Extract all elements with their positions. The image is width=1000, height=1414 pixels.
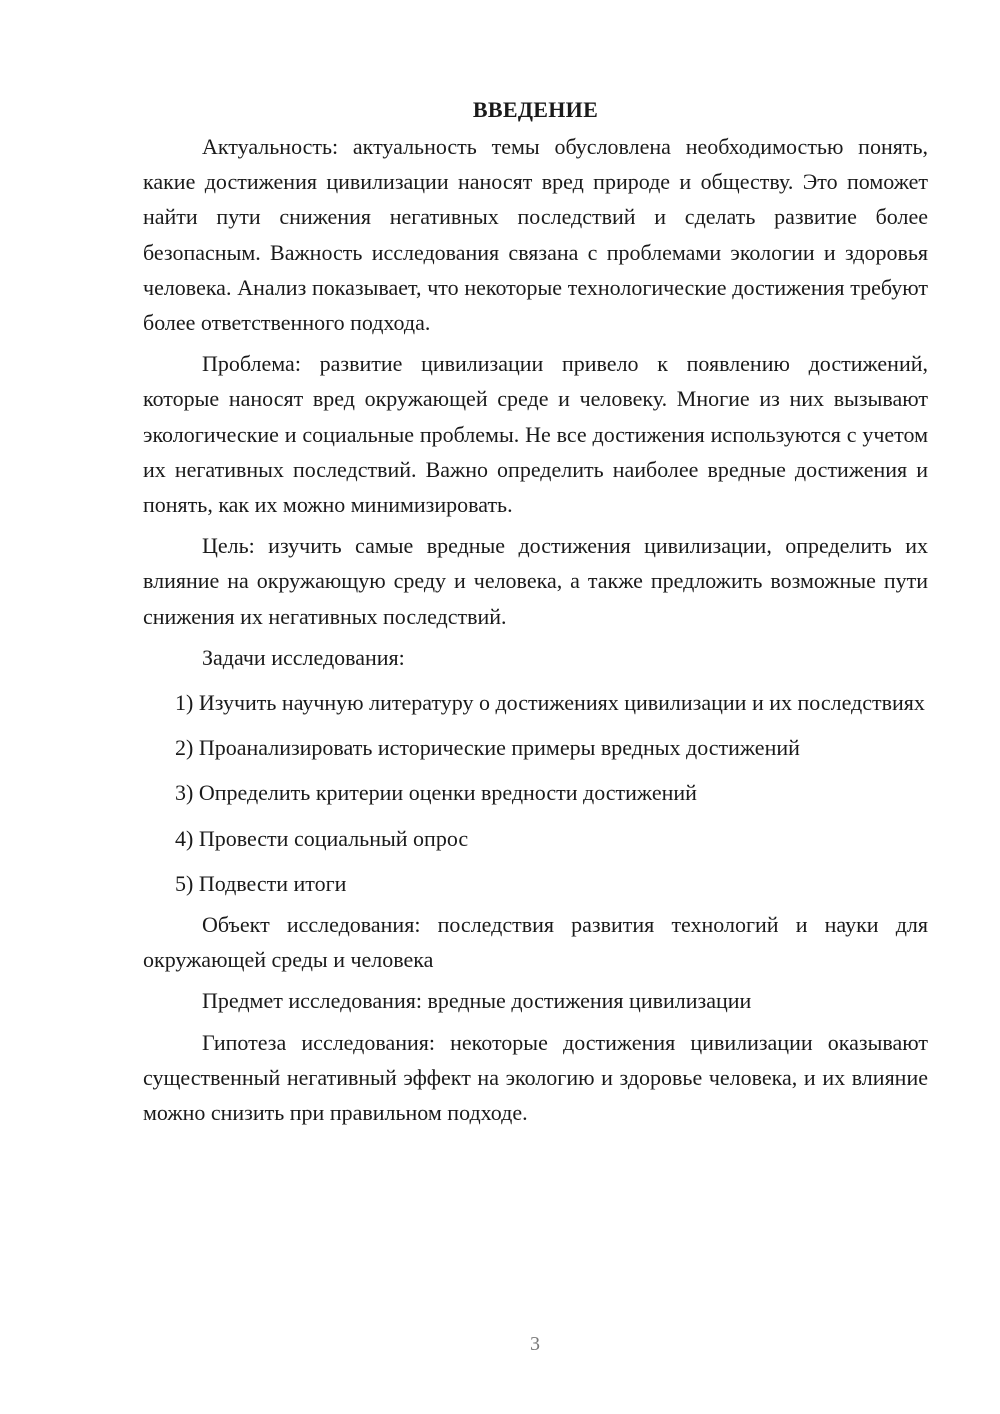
task-item: 5) Подвести итоги bbox=[175, 870, 347, 896]
task-item: 2) Проанализировать исторические примеры вредных достижений bbox=[175, 735, 800, 761]
relevance-paragraph: Актуальность: актуальность темы обусловлена необходимостью понять, какие достижения цивилизации наносят вред природе и обществу. Это поможет найти пути снижения негативных последствий и сделать развитие более безопасным. Важность исследования связана с проблемами экологии и здоровья человека. Анализ показывает, что некоторые технологические достижения требуют более ответственного подхода. bbox=[143, 134, 928, 336]
goal-paragraph: Цель: изучить самые вредные достижения цивилизации, определить их влияние на окружающую среду и человека, а также предложить возможные пути снижения их негативных последствий. bbox=[143, 533, 928, 629]
task-item: 1) Изучить научную литературу о достижениях цивилизации и их последствиях bbox=[175, 690, 925, 716]
object-paragraph: Объект исследования: последствия развития технологий и науки для окружающей среды и человека bbox=[143, 912, 928, 973]
task-item: 4) Провести социальный опрос bbox=[175, 825, 469, 851]
subject-paragraph: Предмет исследования: вредные достижения цивилизации bbox=[202, 988, 752, 1014]
page-number: 3 bbox=[530, 1333, 540, 1355]
problem-paragraph: Проблема: развитие цивилизации привело к появлению достижений, которые наносят вред окружающей среде и человеку. Многие из них вызывают экологические и социальные проблемы. Не все достижения используются с учетом их негативных последствий. Важно определить наиболее вредные достижения и понять, как их можно минимизировать. bbox=[143, 351, 928, 518]
task-item: 3) Определить критерии оценки вредности достижений bbox=[175, 780, 697, 806]
document-page bbox=[143, 92, 928, 1130]
hypothesis-paragraph: Гипотеза исследования: некоторые достижения цивилизации оказывают существенный негативный эффект на экологию и здоровье человека, и их влияние можно снизить при правильном подходе. bbox=[143, 1029, 928, 1126]
page-title: ВВЕДЕНИЕ bbox=[472, 97, 599, 122]
tasks-heading: Задачи исследования: bbox=[202, 644, 405, 670]
